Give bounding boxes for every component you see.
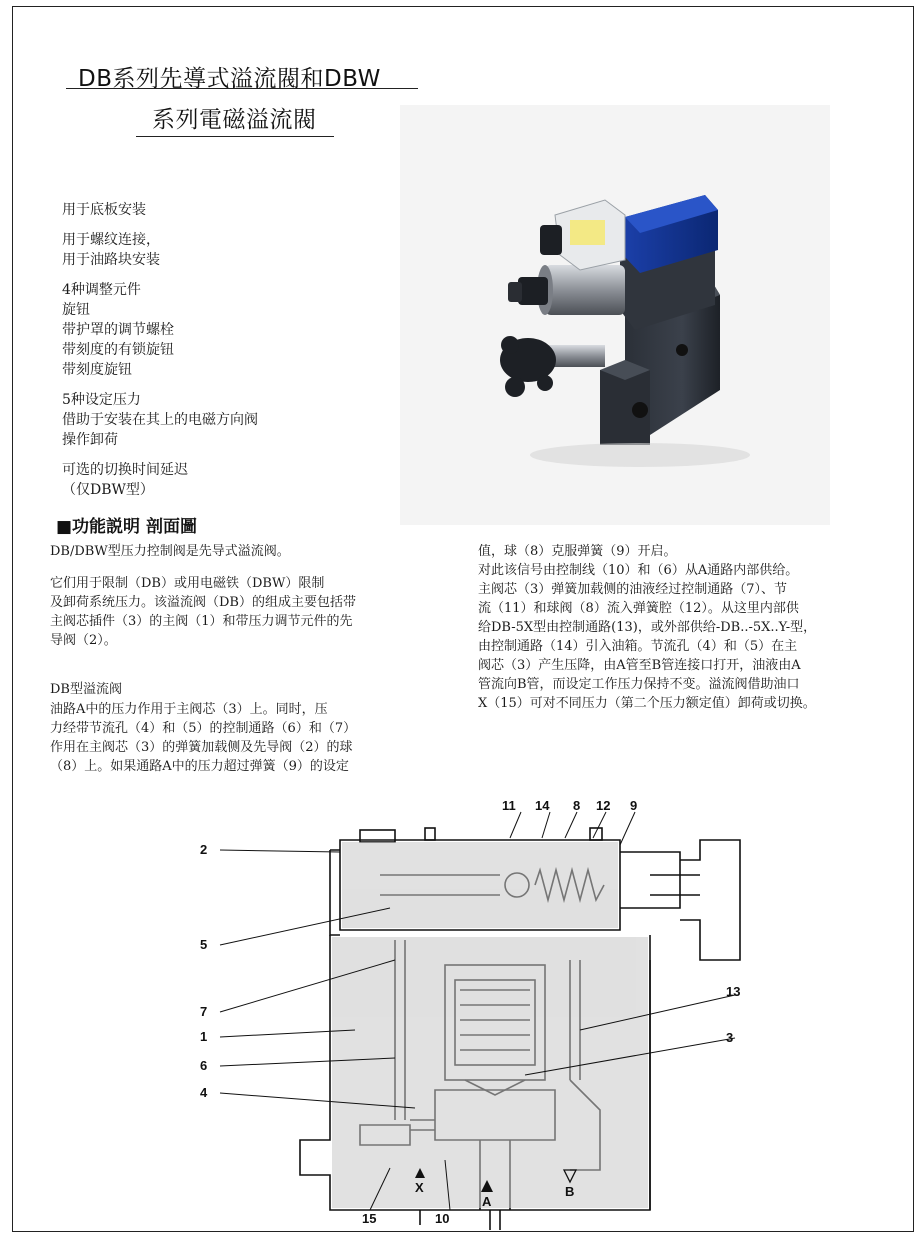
callout-label: 2 [200,842,208,857]
feature-group [62,280,258,380]
callout-label: 14 [535,798,550,813]
section-heading: ■功能説明 剖面圖 [56,517,197,537]
callout-label: 4 [200,1085,208,1100]
callout-label: 8 [573,798,581,813]
text-line: 给DB-5X型由控制通路(13)，或外部供给-DB..-5X..Y-型， [478,620,817,635]
callout-label: 15 [362,1211,377,1226]
feature-group [62,200,258,220]
title-underline-2 [136,136,334,137]
text-line: 阀芯（3）产生压降，由A管至B管连接口打开，油液由A [478,658,801,673]
text-line: 主阀芯插件（3）的主阀（1）和带压力调节元件的先 [50,614,353,629]
feature-line: 用于底板安装 [62,202,146,218]
callout-label: 1 [200,1029,208,1044]
db-label-text: DB型溢流阀 [50,682,122,697]
port-label-b: B [565,1184,575,1199]
paragraph-2 [50,700,356,776]
callout-label: 11 [502,798,516,813]
feature-line: 带护罩的调节螺栓 [62,322,174,338]
text-line: 管流向B管，而设定工作压力保持不变。溢流阀借助油口 [478,677,800,692]
callout-label: 5 [200,937,208,952]
intro-paragraph [50,542,290,561]
valve-photo [400,105,830,525]
feature-line: 操作卸荷 [62,432,118,448]
cross-section-diagram [180,790,760,1230]
feature-group [62,230,258,270]
db-label [50,680,122,699]
text-line: 油路A中的压力作用于主阀芯（3）上。同时，压 [50,702,328,717]
text-line: 主阀芯（3）弹簧加载侧的油液经过控制通路（7）、节 [478,582,788,597]
feature-line: （仅DBW型） [62,482,154,498]
feature-line: 带刻度旋钮 [62,362,132,378]
feature-line: 用于油路块安装 [62,252,160,268]
text-line: （8）上。如果通路A中的压力超过弹簧（9）的设定 [50,759,349,774]
text-line: X（15）可对不同压力（第二个压力额定值）卸荷或切换。 [478,696,816,711]
paragraph-3 [478,542,816,713]
port-label-x: X [415,1180,424,1195]
paragraph-1 [50,574,356,650]
callout-label: 9 [630,798,638,813]
title-underline-1 [66,88,418,89]
intro-line: DB/DBW型压力控制阀是先导式溢流阀。 [50,544,290,559]
feature-line: 用于螺纹连接， [62,232,160,248]
text-line: 力经带节流孔（4）和（5）的控制通路（6）和（7） [50,721,357,736]
feature-line: 可选的切换时间延迟 [62,462,188,478]
port-label-a: A [482,1194,492,1209]
features-list [62,200,258,510]
page-title-line2: 系列電磁溢流閥 [152,107,317,133]
feature-line: 旋钮 [62,302,90,318]
callout-label: 6 [200,1058,208,1073]
callout-label: 10 [435,1211,450,1226]
text-line: 值，球（8）克服弹簧（9）开启。 [478,544,677,559]
feature-group [62,390,258,450]
callout-label: 13 [726,984,741,999]
feature-line: 借助于安装在其上的电磁方向阀 [62,412,258,428]
text-line: 流（11）和球阀（8）流入弹簧腔（12）。从这里内部供 [478,601,799,616]
feature-line: 带刻度的有锁旋钮 [62,342,174,358]
callout-label: 3 [726,1030,734,1045]
text-line: 及卸荷系统压力。该溢流阀（DB）的组成主要包括带 [50,595,356,610]
callout-label: 12 [596,798,611,813]
feature-group [62,460,258,500]
text-line: 对此该信号由控制线（10）和（6）从A通路内部供给。 [478,563,799,578]
text-line: 作用在主阀芯（3）的弹簧加载侧及先导阀（2）的球 [50,740,353,755]
text-line: 它们用于限制（DB）或用电磁铁（DBW）限制 [50,576,325,591]
text-line: 由控制通路（14）引入油箱。节流孔（4）和（5）在主 [478,639,798,654]
feature-line: 4种调整元件 [62,282,141,298]
text-line: 导阀（2）。 [50,633,117,648]
callout-label: 7 [200,1004,208,1019]
feature-line: 5种设定压力 [62,392,141,408]
page-title-line1: DB系列先導式溢流閥和DBW [78,66,381,92]
